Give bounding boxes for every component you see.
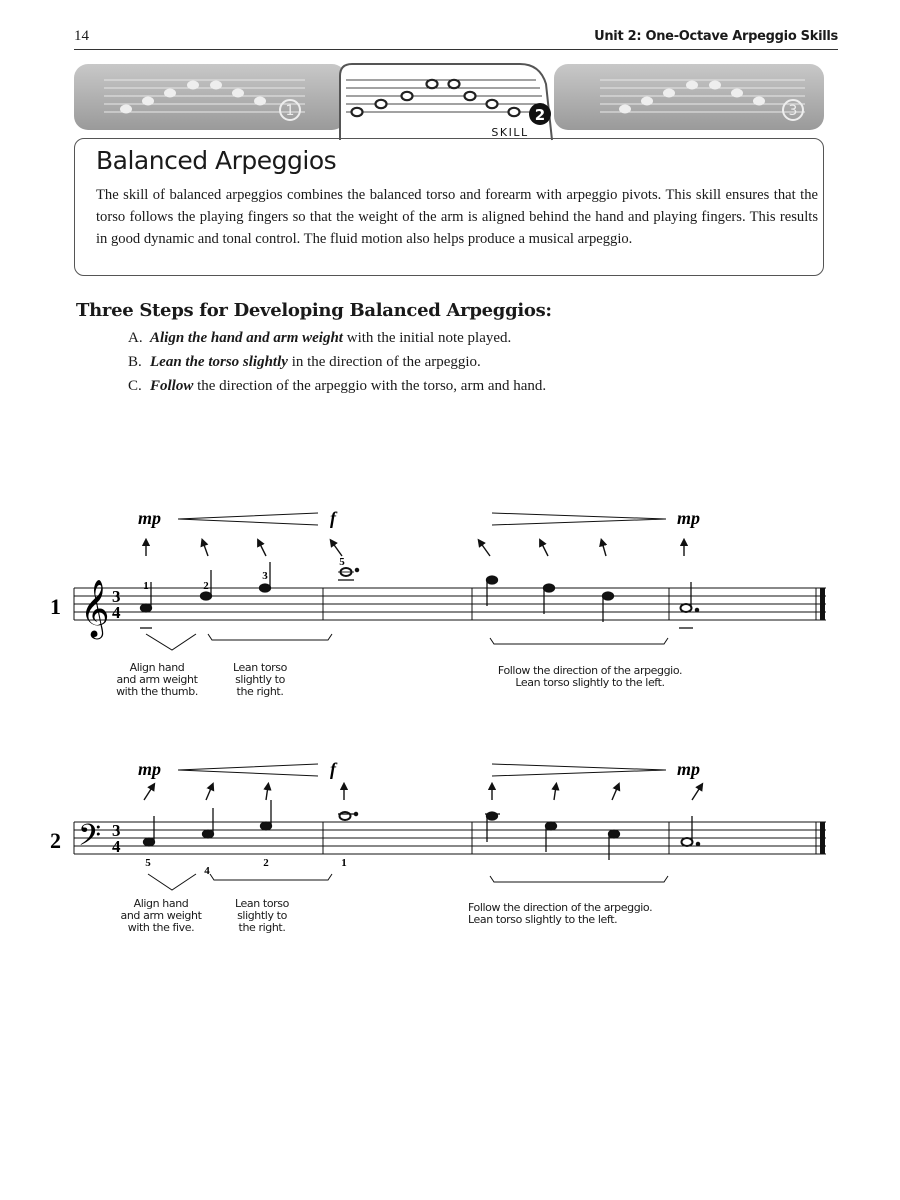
- hairpins: [178, 764, 666, 776]
- dynamic-f: f: [330, 759, 336, 779]
- staff-2: [74, 822, 826, 854]
- fingering: 2: [263, 857, 269, 869]
- step-emphasis: Align the hand and arm weight: [150, 330, 343, 346]
- direction-arrows: [144, 786, 701, 800]
- note-g: [260, 584, 271, 592]
- fingering: 1: [341, 857, 347, 869]
- phrase-brackets: [146, 634, 668, 650]
- note-c4: [141, 604, 152, 612]
- skill-title: Balanced Arpeggios: [96, 146, 337, 175]
- time-signature-top: 3: [112, 587, 121, 606]
- steps-heading: Three Steps for Developing Balanced Arpeggios:: [76, 300, 552, 321]
- fingering: 5: [145, 857, 151, 869]
- step-item: B. Lean the torso slightly in the direction of the arpeggio.: [128, 354, 481, 370]
- note-g: [544, 584, 555, 592]
- time-signature-top: 3: [112, 821, 121, 840]
- note-c4-half: [681, 604, 692, 612]
- note-e: [603, 592, 614, 600]
- skill-3-number: 3: [788, 103, 798, 119]
- dynamic-mp: mp: [677, 759, 701, 779]
- annotation-follow: Follow the direction of the arpeggio. Lean torso slightly to the left.: [497, 664, 683, 689]
- note-c4: [487, 812, 498, 820]
- annotation-align: Align hand and arm weight with the five.: [120, 897, 202, 934]
- fingering: 5: [339, 556, 345, 568]
- page-number: 14: [74, 28, 89, 44]
- skill-1-number: 1: [285, 103, 295, 119]
- exercise-1: [50, 508, 826, 650]
- skill-description: The skill of balanced arpeggios combines the balanced torso and forearm with arpeggio pivots. This skill ensures that the torso follows the playing fingers so that the weight of the arm is aligned behind the hand and playing fingers. This results in good dynamic and tonal control. The fluid motion also helps produce a musical arpeggio.: [96, 187, 818, 247]
- dynamic-mp: mp: [138, 759, 162, 779]
- exercise-2: [50, 759, 826, 890]
- note-c3-half: [682, 838, 693, 846]
- dynamic-mp: mp: [677, 508, 701, 528]
- step-item: C. Follow the direction of the arpeggio with the torso, arm and hand.: [128, 378, 547, 394]
- fingering: 4: [204, 865, 210, 877]
- note-e: [609, 830, 620, 838]
- step-item: A. Align the hand and arm weight with the initial note played.: [128, 330, 512, 346]
- note-e: [201, 592, 212, 600]
- note-c5: [487, 576, 498, 584]
- annotation-follow: Follow the direction of the arpeggio. Lean torso slightly to the left.: [468, 901, 653, 926]
- note-e: [203, 830, 214, 838]
- step-emphasis: Lean the torso slightly: [150, 354, 288, 370]
- exercise-2-number: 2: [50, 828, 61, 853]
- exercise-1-number: 1: [50, 594, 61, 619]
- annotation-align: Align hand and arm weight with the thumb.: [116, 661, 198, 698]
- time-signature-bottom: 4: [112, 837, 121, 856]
- dynamic-f: f: [330, 508, 336, 528]
- treble-clef-icon: 𝄞: [80, 579, 110, 637]
- time-signature-bottom: 4: [112, 603, 121, 622]
- direction-arrows: [146, 542, 684, 556]
- note-c3: [144, 838, 155, 846]
- fingering: 2: [203, 580, 209, 592]
- skill-2-number: 2: [534, 106, 546, 124]
- annotation-lean: Lean torso slightly to the right.: [235, 897, 289, 934]
- staff-1: [74, 588, 826, 620]
- hairpins: [178, 513, 666, 525]
- fingering: 1: [143, 580, 149, 592]
- note-g: [546, 822, 557, 830]
- phrase-brackets: [148, 874, 668, 890]
- note-c4-half: [340, 812, 351, 820]
- fingering: 3: [262, 570, 268, 582]
- dynamic-mp: mp: [138, 508, 162, 528]
- skill-label: SKILL: [491, 126, 529, 139]
- bass-clef-icon: 𝄢: [78, 819, 102, 860]
- unit-title: Unit 2: One-Octave Arpeggio Skills: [594, 29, 838, 44]
- annotation-lean: Lean torso slightly to the right.: [233, 661, 287, 698]
- step-emphasis: Follow: [150, 378, 194, 394]
- note-g: [261, 822, 272, 830]
